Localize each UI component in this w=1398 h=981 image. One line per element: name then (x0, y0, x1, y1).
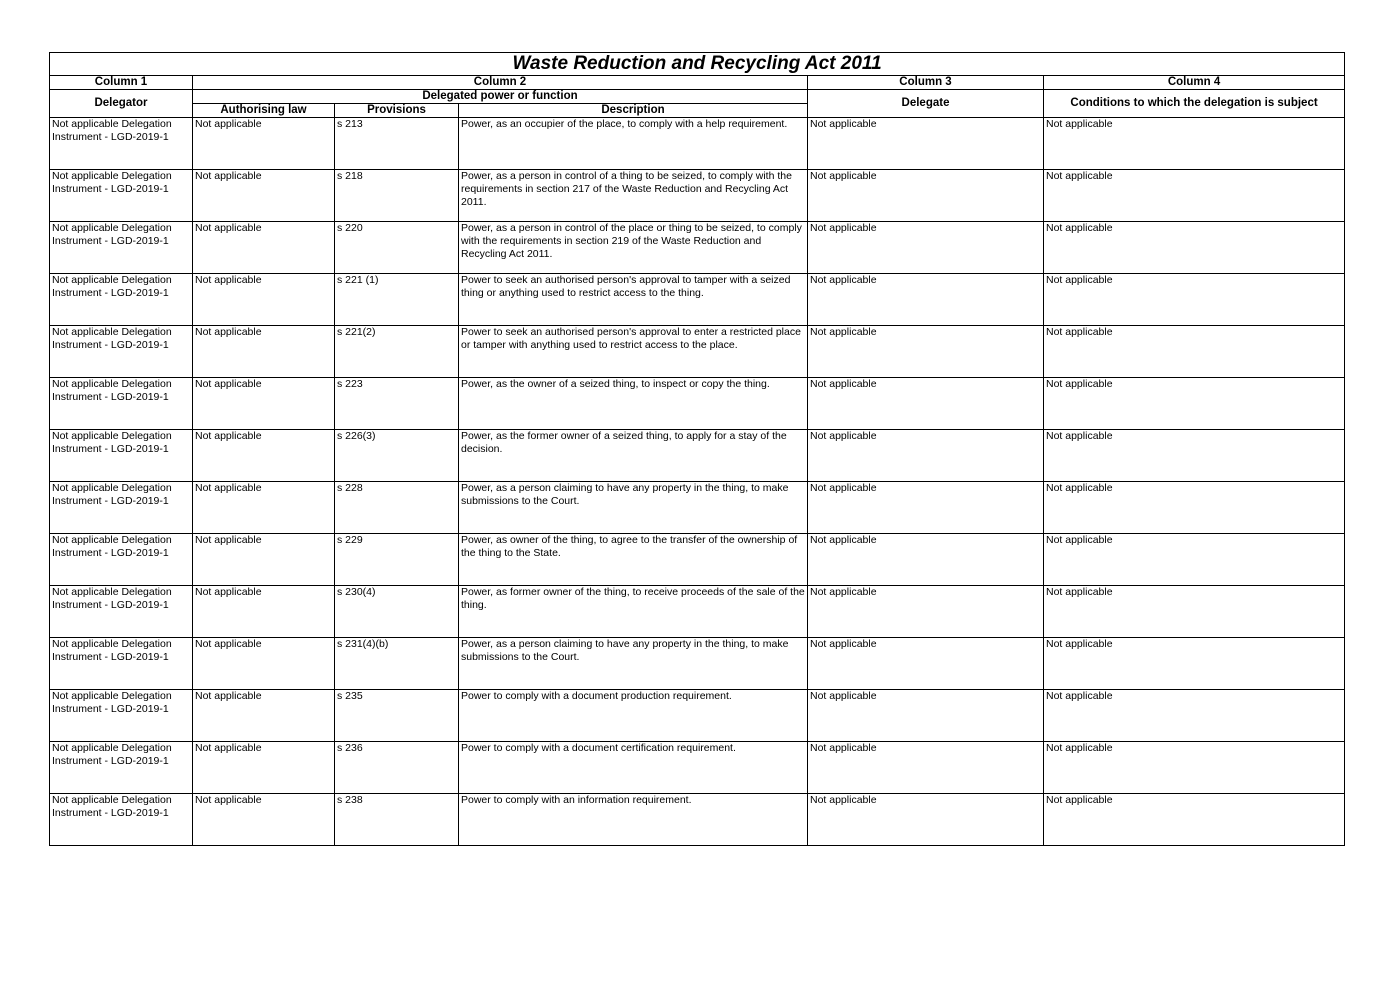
conditions-cell: Not applicable (1044, 482, 1345, 534)
conditions-cell: Not applicable (1044, 118, 1345, 170)
description-cell: Power to comply with a document production requirement. (459, 690, 808, 742)
table-body (50, 118, 1345, 846)
authorising-law-cell: Not applicable (193, 222, 335, 274)
table-row (50, 638, 1345, 690)
delegate-cell: Not applicable (808, 638, 1044, 690)
table-row (50, 482, 1345, 534)
table-row (50, 274, 1345, 326)
delegate-cell: Not applicable (808, 222, 1044, 274)
conditions-cell: Not applicable (1044, 378, 1345, 430)
description-cell: Power, as a person claiming to have any property in the thing, to make submissions to the Court. (459, 638, 808, 690)
table-row (50, 534, 1345, 586)
conditions-cell: Not applicable (1044, 586, 1345, 638)
delegator-cell: Not applicable Delegation Instrument - LGD-2019-1 (50, 794, 193, 846)
authorising-law-cell: Not applicable (193, 482, 335, 534)
conditions-cell: Not applicable (1044, 794, 1345, 846)
description-cell: Power to comply with an information requirement. (459, 794, 808, 846)
table-row (50, 430, 1345, 482)
authorising-law-cell: Not applicable (193, 690, 335, 742)
description-cell: Power, as owner of the thing, to agree to the transfer of the ownership of the thing to the State. (459, 534, 808, 586)
conditions-cell: Not applicable (1044, 534, 1345, 586)
delegator-cell: Not applicable Delegation Instrument - LGD-2019-1 (50, 274, 193, 326)
provision-cell: s 223 (335, 378, 459, 430)
authorising-law-header: Authorising law (193, 104, 335, 118)
description-cell: Power to seek an authorised person's approval to enter a restricted place or tamper with anything used to restrict access to the place. (459, 326, 808, 378)
delegated-power-header: Delegated power or function (193, 90, 808, 104)
description-cell: Power, as an occupier of the place, to comply with a help requirement. (459, 118, 808, 170)
description-cell: Power, as the former owner of a seized thing, to apply for a stay of the decision. (459, 430, 808, 482)
delegator-cell: Not applicable Delegation Instrument - LGD-2019-1 (50, 430, 193, 482)
description-cell: Power, as the owner of a seized thing, to inspect or copy the thing. (459, 378, 808, 430)
provision-cell: s 221(2) (335, 326, 459, 378)
provision-cell: s 231(4)(b) (335, 638, 459, 690)
conditions-cell: Not applicable (1044, 430, 1345, 482)
delegator-cell: Not applicable Delegation Instrument - LGD-2019-1 (50, 638, 193, 690)
conditions-cell: Not applicable (1044, 690, 1345, 742)
authorising-law-cell: Not applicable (193, 586, 335, 638)
authorising-law-cell: Not applicable (193, 430, 335, 482)
provision-cell: s 221 (1) (335, 274, 459, 326)
description-cell: Power, as a person in control of a thing to be seized, to comply with the requirements in section 217 of the Waste Reduction and Recycling Act 2011. (459, 170, 808, 222)
table-row (50, 222, 1345, 274)
provision-cell: s 220 (335, 222, 459, 274)
description-cell: Power, as a person in control of the place or thing to be seized, to comply with the requirements in section 219 of the Waste Reduction and Recycling Act 2011. (459, 222, 808, 274)
column-3-header: Column 3 (808, 76, 1044, 90)
provision-cell: s 238 (335, 794, 459, 846)
conditions-cell: Not applicable (1044, 742, 1345, 794)
table-row (50, 586, 1345, 638)
provision-cell: s 228 (335, 482, 459, 534)
conditions-cell: Not applicable (1044, 274, 1345, 326)
conditions-header: Conditions to which the delegation is subject (1044, 90, 1345, 118)
authorising-law-cell: Not applicable (193, 378, 335, 430)
table-row (50, 690, 1345, 742)
delegate-cell: Not applicable (808, 742, 1044, 794)
delegate-cell: Not applicable (808, 690, 1044, 742)
delegate-cell: Not applicable (808, 430, 1044, 482)
delegate-cell: Not applicable (808, 118, 1044, 170)
delegate-cell: Not applicable (808, 378, 1044, 430)
delegator-header: Delegator (50, 90, 193, 118)
description-cell: Power, as a person claiming to have any property in the thing, to make submissions to the Court. (459, 482, 808, 534)
delegate-cell: Not applicable (808, 482, 1044, 534)
provision-cell: s 229 (335, 534, 459, 586)
conditions-cell: Not applicable (1044, 638, 1345, 690)
table-row (50, 170, 1345, 222)
delegator-cell: Not applicable Delegation Instrument - LGD-2019-1 (50, 742, 193, 794)
delegate-cell: Not applicable (808, 170, 1044, 222)
provisions-header: Provisions (335, 104, 459, 118)
authorising-law-cell: Not applicable (193, 274, 335, 326)
table-row (50, 118, 1345, 170)
authorising-law-cell: Not applicable (193, 638, 335, 690)
delegate-cell: Not applicable (808, 794, 1044, 846)
description-cell: Power to comply with a document certification requirement. (459, 742, 808, 794)
authorising-law-cell: Not applicable (193, 742, 335, 794)
provision-cell: s 236 (335, 742, 459, 794)
delegator-cell: Not applicable Delegation Instrument - LGD-2019-1 (50, 118, 193, 170)
column-4-header: Column 4 (1044, 76, 1345, 90)
delegate-cell: Not applicable (808, 326, 1044, 378)
authorising-law-cell: Not applicable (193, 118, 335, 170)
table-row (50, 742, 1345, 794)
delegator-cell: Not applicable Delegation Instrument - LGD-2019-1 (50, 586, 193, 638)
description-cell: Power, as former owner of the thing, to receive proceeds of the sale of the thing. (459, 586, 808, 638)
conditions-cell: Not applicable (1044, 222, 1345, 274)
authorising-law-cell: Not applicable (193, 326, 335, 378)
conditions-cell: Not applicable (1044, 326, 1345, 378)
provision-cell: s 218 (335, 170, 459, 222)
description-cell: Power to seek an authorised person's approval to tamper with a seized thing or anything used to restrict access to the thing. (459, 274, 808, 326)
provision-cell: s 213 (335, 118, 459, 170)
table-row (50, 794, 1345, 846)
delegate-cell: Not applicable (808, 274, 1044, 326)
delegate-cell: Not applicable (808, 534, 1044, 586)
page-title: Waste Reduction and Recycling Act 2011 (50, 53, 1345, 76)
provision-cell: s 235 (335, 690, 459, 742)
conditions-cell: Not applicable (1044, 170, 1345, 222)
delegate-header: Delegate (808, 90, 1044, 118)
delegator-cell: Not applicable Delegation Instrument - LGD-2019-1 (50, 222, 193, 274)
description-header: Description (459, 104, 808, 118)
table-row (50, 326, 1345, 378)
table-row (50, 378, 1345, 430)
column-2-header: Column 2 (193, 76, 808, 90)
delegator-cell: Not applicable Delegation Instrument - LGD-2019-1 (50, 170, 193, 222)
delegator-cell: Not applicable Delegation Instrument - LGD-2019-1 (50, 326, 193, 378)
delegation-table (49, 52, 1345, 846)
column-1-header: Column 1 (50, 76, 193, 90)
authorising-law-cell: Not applicable (193, 170, 335, 222)
provision-cell: s 226(3) (335, 430, 459, 482)
delegator-cell: Not applicable Delegation Instrument - LGD-2019-1 (50, 534, 193, 586)
authorising-law-cell: Not applicable (193, 794, 335, 846)
delegate-cell: Not applicable (808, 586, 1044, 638)
delegator-cell: Not applicable Delegation Instrument - LGD-2019-1 (50, 482, 193, 534)
authorising-law-cell: Not applicable (193, 534, 335, 586)
delegator-cell: Not applicable Delegation Instrument - LGD-2019-1 (50, 690, 193, 742)
provision-cell: s 230(4) (335, 586, 459, 638)
delegator-cell: Not applicable Delegation Instrument - LGD-2019-1 (50, 378, 193, 430)
